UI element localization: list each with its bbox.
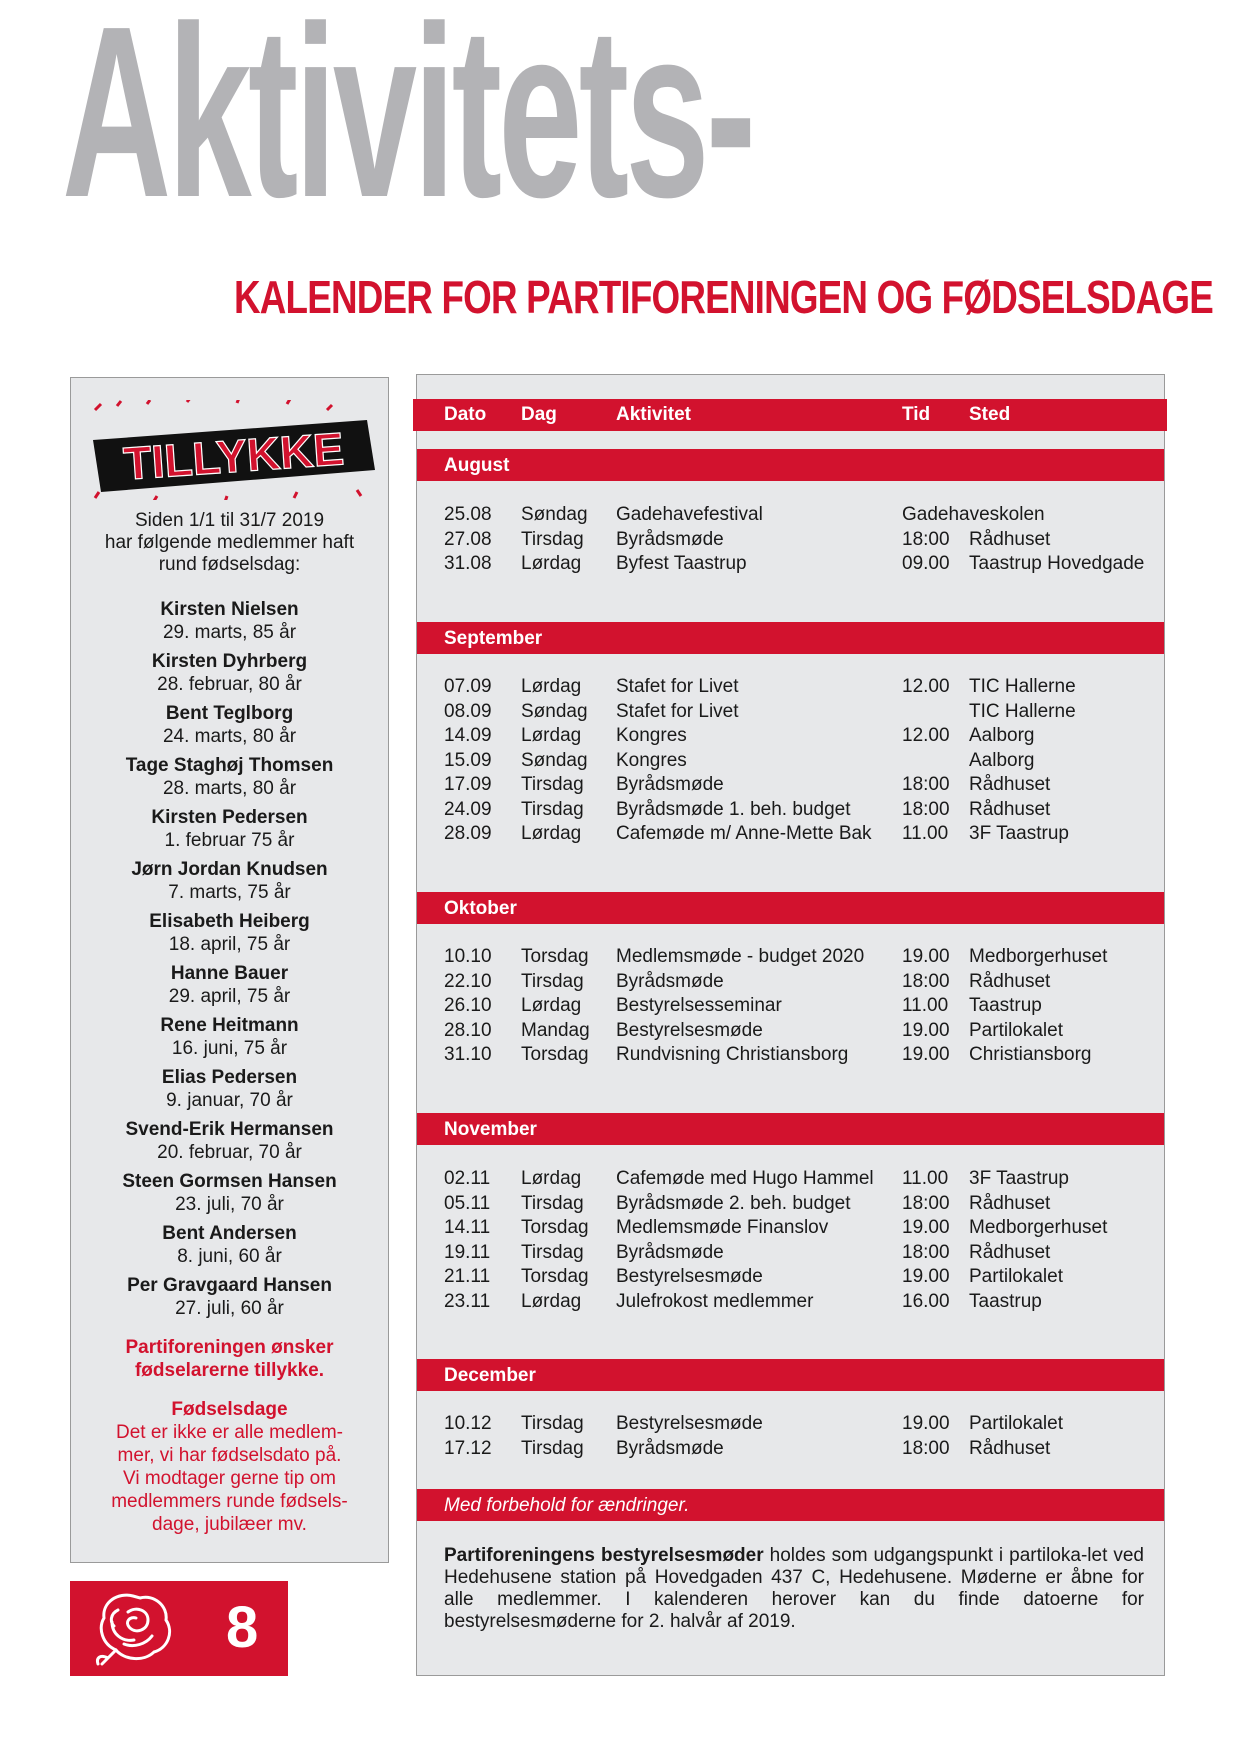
- month-name: December: [444, 1365, 536, 1386]
- event-activity: Medlemsmøde - budget 2020: [616, 946, 865, 967]
- event-day: Lørdag: [521, 995, 582, 1016]
- event-day: Tirsdag: [521, 774, 584, 795]
- month-bar-oktober: [417, 892, 1164, 924]
- event-row: [417, 724, 1164, 749]
- event-day: Søndag: [521, 749, 588, 771]
- event-row: [417, 552, 1164, 577]
- event-time: 19.00: [902, 1413, 950, 1434]
- event-place: TIC Hallerne: [969, 676, 1076, 697]
- event-place: Aalborg: [969, 725, 1035, 746]
- event-activity: Kongres: [616, 749, 687, 771]
- event-row: [417, 1043, 1164, 1068]
- event-day: Torsdag: [521, 1217, 589, 1238]
- event-place: Medborgerhuset: [969, 946, 1108, 967]
- event-date: 28.09: [444, 823, 492, 844]
- member-name: Elisabeth Heiberg: [149, 911, 310, 932]
- event-place: Partilokalet: [969, 1266, 1063, 1287]
- member-detail: 29. april, 75 år: [168, 986, 291, 1007]
- event-time: 19.00: [902, 946, 950, 967]
- column-time: Tid: [902, 404, 931, 425]
- event-activity: Gadehavefestival: [616, 504, 763, 525]
- event-date: 10.10: [444, 946, 492, 967]
- event-place: Christiansborg: [969, 1044, 1092, 1065]
- event-row: [417, 1019, 1164, 1044]
- member-detail: 28. februar, 80 år: [157, 674, 302, 695]
- event-row: [417, 1265, 1164, 1290]
- event-activity: Rundvisning Christiansborg: [616, 1044, 849, 1065]
- event-place: Rådhuset: [969, 774, 1051, 795]
- birthdays-text-line: mer, vi har fødselsdato på.: [117, 1445, 342, 1466]
- event-activity: Bestyrelsesmøde: [616, 1413, 763, 1434]
- event-activity: Bestyrelsesmøde: [616, 1019, 763, 1041]
- event-date: 28.10: [444, 1019, 492, 1041]
- event-activity: Byrådsmøde: [616, 1241, 724, 1263]
- member-item: [71, 754, 388, 806]
- wish-line: Partiforeningen ønsker: [125, 1337, 334, 1358]
- member-item: [71, 1014, 388, 1066]
- event-row: [417, 749, 1164, 774]
- event-row: [417, 1192, 1164, 1217]
- member-detail: 16. juni, 75 år: [171, 1038, 288, 1059]
- month-bar-september: [417, 622, 1164, 654]
- member-detail: 1. februar 75 år: [164, 830, 295, 851]
- event-day: Tirsdag: [521, 1241, 584, 1263]
- intro-line: har følgende medlemmer haft: [104, 532, 355, 553]
- event-day: Søndag: [521, 504, 588, 525]
- event-row: [417, 1167, 1164, 1192]
- event-day: Lørdag: [521, 725, 582, 746]
- event-row: [417, 1290, 1164, 1315]
- birthday-intro: [71, 510, 388, 576]
- event-time: 18:00: [902, 1437, 950, 1459]
- member-name: Bent Teglborg: [165, 703, 294, 724]
- event-day: Lørdag: [521, 553, 582, 574]
- event-day: Tirsdag: [521, 1413, 584, 1434]
- event-row: [417, 503, 1164, 528]
- month-events-november: [417, 1167, 1164, 1314]
- event-date: 14.11: [444, 1217, 491, 1238]
- intro-line: Siden 1/1 til 31/7 2019: [134, 510, 325, 531]
- month-bar-november: [417, 1113, 1164, 1145]
- month-events-september: [417, 675, 1164, 847]
- event-time: 19.00: [902, 1217, 950, 1238]
- member-name: Rene Heitmann: [160, 1015, 299, 1036]
- column-date: Dato: [444, 404, 487, 425]
- member-name: Hanne Bauer: [170, 963, 289, 984]
- event-row: [417, 945, 1164, 970]
- member-name: Kirsten Dyhrberg: [151, 651, 308, 672]
- event-activity: Byrådsmøde: [616, 970, 724, 992]
- event-date: 02.11: [444, 1168, 491, 1189]
- member-name: Kirsten Pedersen: [151, 807, 308, 828]
- event-date: 17.09: [444, 774, 492, 795]
- event-time: 11.00: [902, 823, 949, 844]
- event-day: Tirsdag: [521, 798, 584, 820]
- event-time: 19.00: [902, 1044, 950, 1065]
- event-day: Lørdag: [521, 1168, 582, 1189]
- member-name: Jørn Jordan Knudsen: [131, 859, 328, 880]
- event-time: 18:00: [902, 1241, 950, 1263]
- event-row: [417, 773, 1164, 798]
- member-detail: 18. april, 75 år: [168, 934, 291, 955]
- event-activity: Bestyrelsesseminar: [616, 995, 782, 1016]
- event-place: Rådhuset: [969, 798, 1051, 820]
- event-time: 12.00: [902, 725, 950, 746]
- event-place: Taastrup Hovedgade: [969, 553, 1145, 574]
- event-activity: Byrådsmøde 2. beh. budget: [616, 1192, 851, 1214]
- event-place: Partilokalet: [969, 1413, 1063, 1434]
- event-place: Aalborg: [969, 749, 1035, 771]
- event-place: 3F Taastrup: [969, 1168, 1069, 1189]
- event-day: Lørdag: [521, 823, 582, 844]
- reservation-text: Med forbehold for ændringer.: [444, 1495, 690, 1516]
- event-time: 12.00: [902, 676, 950, 697]
- event-place: Rådhuset: [969, 970, 1051, 992]
- event-time: 11.00: [902, 1168, 949, 1189]
- member-detail: 23. juli, 70 år: [175, 1194, 284, 1215]
- tillykke-logo: [87, 400, 377, 500]
- month-name: August: [444, 455, 510, 476]
- month-events-oktober: [417, 945, 1164, 1068]
- event-time: 19.00: [902, 1019, 950, 1041]
- event-row: [417, 994, 1164, 1019]
- birthday-panel: [70, 377, 389, 1563]
- member-detail: 27. juli, 60 år: [175, 1298, 284, 1319]
- event-place: Taastrup: [969, 995, 1042, 1016]
- event-date: 31.10: [444, 1044, 492, 1065]
- event-date: 17.12: [444, 1437, 492, 1459]
- event-place: Partilokalet: [969, 1019, 1063, 1041]
- event-activity: Byfest Taastrup: [616, 553, 747, 574]
- event-date: 05.11: [444, 1192, 491, 1214]
- event-place: 3F Taastrup: [969, 823, 1069, 844]
- event-place: Rådhuset: [969, 528, 1051, 550]
- member-name: Bent Andersen: [162, 1223, 297, 1244]
- event-row: [417, 1216, 1164, 1241]
- member-item: [71, 650, 388, 702]
- member-detail: 7. marts, 75 år: [168, 882, 291, 903]
- event-activity: Medlemsmøde Finanslov: [616, 1217, 829, 1238]
- event-date: 10.12: [444, 1413, 492, 1434]
- event-activity: Byrådsmøde 1. beh. budget: [616, 798, 851, 820]
- member-item: [71, 1066, 388, 1118]
- event-row: [417, 1412, 1164, 1437]
- event-activity: Stafet for Livet: [616, 700, 739, 722]
- event-time: 18:00: [902, 970, 950, 992]
- event-activity: Stafet for Livet: [616, 676, 739, 697]
- event-day: Tirsdag: [521, 970, 584, 992]
- member-item: [71, 1274, 388, 1326]
- column-day: Dag: [521, 404, 557, 425]
- event-place: Rådhuset: [969, 1437, 1051, 1459]
- birthdays-text-line: medlemmers runde fødsels-: [111, 1491, 348, 1512]
- event-row: [417, 798, 1164, 823]
- event-place: Medborgerhuset: [969, 1217, 1108, 1238]
- event-place: Rådhuset: [969, 1241, 1051, 1263]
- congratulations-message: [71, 1336, 388, 1382]
- event-day: Lørdag: [521, 676, 582, 697]
- event-day: Tirsdag: [521, 528, 584, 550]
- member-detail: 20. februar, 70 år: [157, 1142, 302, 1163]
- event-activity: Byrådsmøde: [616, 528, 724, 550]
- page-number-badge: [70, 1581, 288, 1676]
- birthdays-title: Fødselsdage: [171, 1399, 288, 1420]
- board-note-lead: Partiforeningens bestyrelsesmøder: [444, 1545, 764, 1566]
- event-place: Taastrup: [969, 1290, 1042, 1312]
- birthdays-note: [71, 1398, 388, 1536]
- event-date: 19.11: [444, 1241, 491, 1263]
- page-title: Aktivitets-: [62, 0, 753, 248]
- event-day: Lørdag: [521, 1290, 582, 1312]
- birthdays-text-line: dage, jubilæer mv.: [152, 1514, 307, 1535]
- member-item: [71, 806, 388, 858]
- member-list: [71, 598, 388, 1326]
- event-time: 09.00: [902, 553, 950, 574]
- member-item: [71, 962, 388, 1014]
- member-name: Per Gravgaard Hansen: [127, 1275, 332, 1296]
- event-date: 08.09: [444, 700, 492, 722]
- member-name: Steen Gormsen Hansen: [122, 1171, 337, 1192]
- event-row: [417, 822, 1164, 847]
- birthdays-text-line: Det er ikke er alle medlem-: [115, 1422, 344, 1443]
- event-activity: Kongres: [616, 725, 687, 746]
- member-detail: 28. marts, 80 år: [162, 778, 297, 799]
- month-name: September: [444, 628, 543, 649]
- event-time: 18:00: [902, 1192, 950, 1214]
- column-activity: Aktivitet: [616, 404, 691, 425]
- member-item: [71, 858, 388, 910]
- event-activity: Byrådsmøde: [616, 1437, 724, 1459]
- event-date: 21.11: [444, 1266, 491, 1287]
- event-day: Mandag: [521, 1019, 590, 1041]
- event-time: 19.00: [902, 1266, 950, 1287]
- page-subtitle: KALENDER FOR PARTIFORENINGEN OG FØDSELSDAGE: [234, 271, 1214, 323]
- page-number: 8: [226, 1595, 259, 1660]
- event-activity: Julefrokost medlemmer: [616, 1290, 814, 1312]
- event-place: Rådhuset: [969, 1192, 1051, 1214]
- month-name: Oktober: [444, 898, 517, 919]
- event-date: 23.11: [444, 1290, 491, 1312]
- event-activity: Cafemøde med Hugo Hammel: [616, 1168, 874, 1189]
- board-meetings-note: [444, 1545, 1144, 1633]
- member-item: [71, 1222, 388, 1274]
- member-detail: 24. marts, 80 år: [162, 726, 297, 747]
- event-time: 18:00: [902, 798, 950, 820]
- member-detail: 29. marts, 85 år: [162, 622, 297, 643]
- event-day: Torsdag: [521, 1044, 589, 1065]
- event-activity: Bestyrelsesmøde: [616, 1266, 763, 1287]
- event-day: Torsdag: [521, 946, 589, 967]
- intro-line: rund fødselsdag:: [158, 554, 301, 575]
- month-name: November: [444, 1119, 537, 1140]
- event-day: Søndag: [521, 700, 588, 722]
- event-row: [417, 700, 1164, 725]
- member-item: [71, 702, 388, 754]
- month-bar-december: [417, 1359, 1164, 1391]
- event-row: [417, 675, 1164, 700]
- reservation-notice: [417, 1489, 1164, 1521]
- wish-line: fødselarerne tillykke.: [134, 1360, 325, 1381]
- event-day: Torsdag: [521, 1266, 589, 1287]
- event-date: 22.10: [444, 970, 492, 992]
- member-item: [71, 598, 388, 650]
- event-time: 16.00: [902, 1290, 950, 1312]
- event-date: 24.09: [444, 798, 492, 820]
- member-name: Elias Pedersen: [161, 1067, 298, 1088]
- event-row: [417, 1437, 1164, 1462]
- event-time: 18:00: [902, 528, 950, 550]
- event-date: 31.08: [444, 553, 492, 574]
- event-row: [417, 1241, 1164, 1266]
- event-place: TIC Hallerne: [969, 700, 1076, 722]
- event-row: [417, 528, 1164, 553]
- month-events-december: [417, 1412, 1164, 1461]
- event-place: Gadehaveskolen: [902, 504, 1045, 525]
- board-note-text: holdes som udgangspunkt i partiloka-let ved Hedehusene station på Hovedgaden 437 C, Hedehusene. Møderne er åbne for alle medlemmer. I kalenderen herover kan du finde datoerne for bestyrelsesmøderne for 2. halvår af 2019.: [444, 1545, 1144, 1632]
- member-detail: 8. juni, 60 år: [177, 1246, 282, 1267]
- event-date: 27.08: [444, 528, 492, 550]
- member-name: Svend-Erik Hermansen: [125, 1119, 334, 1140]
- event-row: [417, 970, 1164, 995]
- member-item: [71, 910, 388, 962]
- event-day: Tirsdag: [521, 1192, 584, 1214]
- member-item: [71, 1118, 388, 1170]
- calendar-panel: [416, 374, 1165, 1676]
- month-bar-august: [417, 449, 1164, 481]
- calendar-header: [413, 399, 1167, 431]
- event-date: 15.09: [444, 749, 492, 771]
- event-date: 26.10: [444, 995, 492, 1016]
- member-name: Kirsten Nielsen: [160, 599, 299, 620]
- rose-icon: [88, 1588, 178, 1670]
- member-item: [71, 1170, 388, 1222]
- member-name: Tage Staghøj Thomsen: [125, 755, 334, 776]
- month-events-august: [417, 503, 1164, 577]
- event-date: 25.08: [444, 504, 492, 525]
- member-detail: 9. januar, 70 år: [166, 1090, 293, 1111]
- event-date: 07.09: [444, 676, 492, 697]
- event-day: Tirsdag: [521, 1437, 584, 1459]
- event-date: 14.09: [444, 725, 492, 746]
- column-place: Sted: [969, 404, 1011, 425]
- event-time: 11.00: [902, 995, 949, 1016]
- tillykke-logo-text: TILLYKKE: [121, 422, 346, 490]
- event-activity: Byrådsmøde: [616, 774, 724, 795]
- birthdays-text-line: Vi modtager gerne tip om: [123, 1468, 336, 1489]
- event-activity: Cafemøde m/ Anne-Mette Bak: [616, 823, 872, 844]
- event-time: 18:00: [902, 774, 950, 795]
